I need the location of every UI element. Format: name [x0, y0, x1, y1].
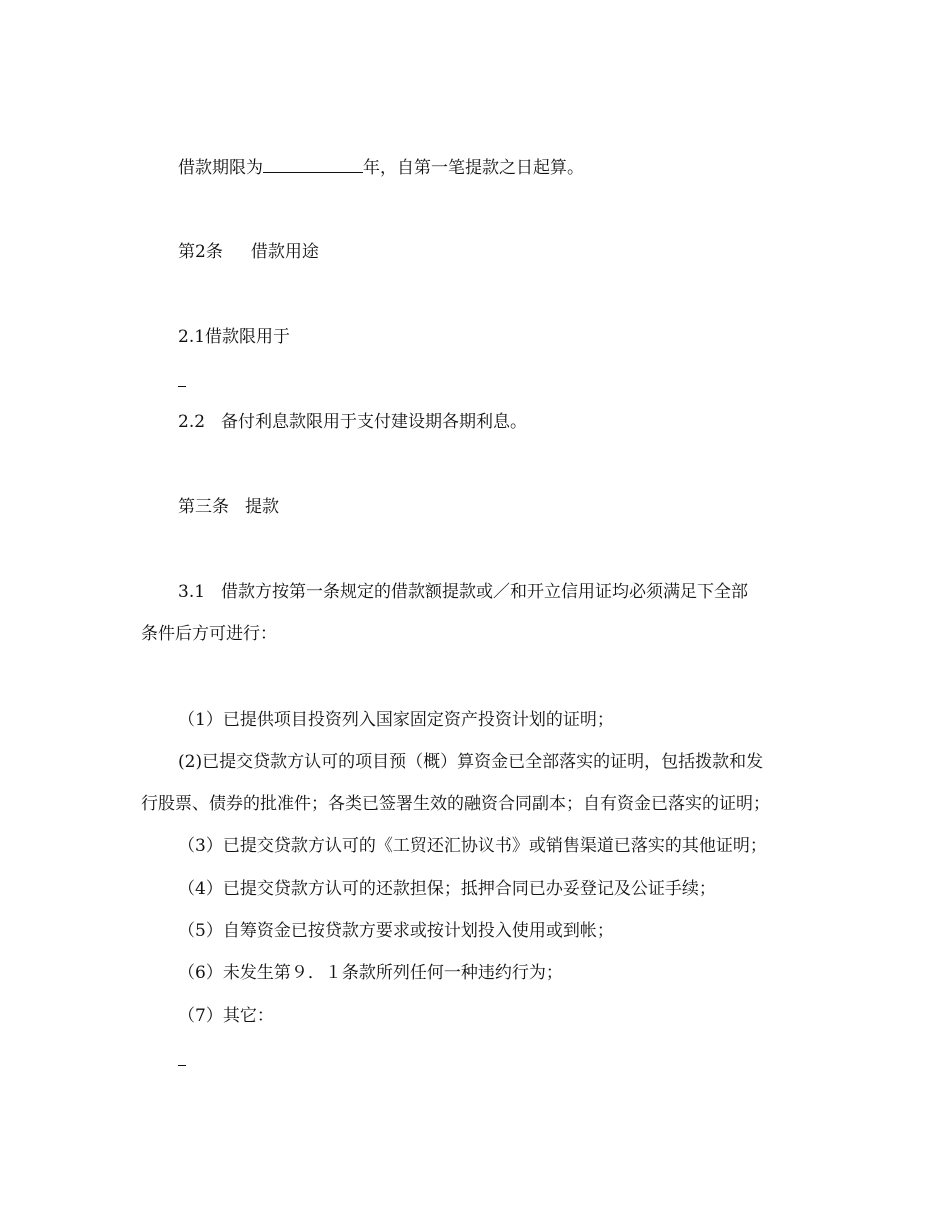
- loan-term-line: [178, 156, 584, 179]
- loan-term-suffix: 年，自第一笔提款之日起算。: [363, 158, 584, 178]
- article-2-title: 借款用途: [250, 242, 319, 262]
- condition-1: （1）已提供项目投资列入国家固定资产投资计划的证明；: [178, 710, 614, 730]
- blank-dash-2: [178, 1065, 186, 1066]
- clause-3-1-line2: 条件后方可进行：: [141, 624, 277, 644]
- condition-2-line1: (2)已提交贷款方认可的项目预（概）算资金已全部落实的证明，包括拨款和发: [178, 752, 764, 772]
- article-3-number: 第三条: [178, 497, 229, 517]
- condition-7: （7）其它：: [178, 1006, 274, 1026]
- loan-term-blank: [263, 156, 363, 173]
- clause-2-2: [178, 411, 527, 433]
- clause-3-1-number: 3.1: [178, 582, 206, 602]
- condition-5: （5）自筹资金已按贷款方要求或按计划投入使用或到帐；: [178, 921, 614, 941]
- clause-2-2-text: 备付利息款限用于支付建设期各期利息。: [221, 412, 528, 432]
- loan-term-prefix: 借款期限为: [178, 158, 263, 178]
- clause-2-1: 2.1借款限用于: [178, 327, 291, 347]
- blank-dash-1: [178, 386, 186, 387]
- clause-3-1-text: 借款方按第一条规定的借款额提款或／和开立信用证均必须满足下全部: [221, 582, 749, 602]
- article-2-number: 第2条: [178, 242, 223, 262]
- article-2-heading: [178, 241, 319, 263]
- condition-2-line2: 行股票、债券的批准件；各类已签署生效的融资合同副本；自有资金已落实的证明；: [141, 794, 770, 814]
- condition-4: （4）已提交贷款方认可的还款担保；抵押合同已办妥登记及公证手续；: [178, 879, 716, 899]
- condition-6: （6）未发生第９．１条款所列任何一种违约行为；: [178, 963, 563, 983]
- condition-3: （3）已提交贷款方认可的《工贸还汇协议书》或销售渠道已落实的其他证明；: [178, 836, 767, 856]
- clause-2-2-number: 2.2: [178, 412, 206, 432]
- article-3-heading: [178, 496, 279, 518]
- clause-3-1-line1: [178, 581, 748, 603]
- article-3-title: 提款: [245, 497, 279, 517]
